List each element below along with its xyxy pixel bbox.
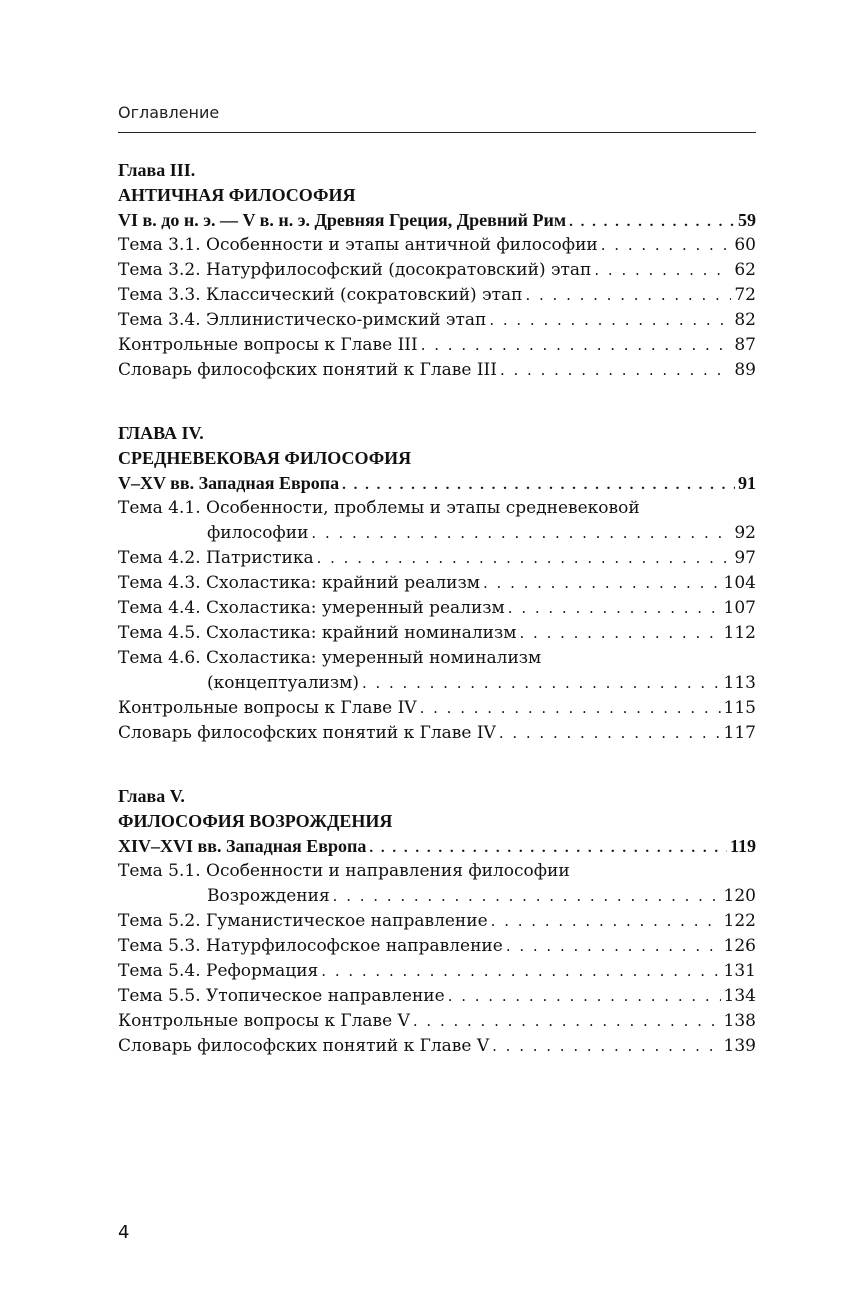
page-ref: 112	[723, 623, 756, 643]
dot-leader	[342, 473, 735, 498]
chapter-title: АНТИЧНАЯ ФИЛОСОФИЯ	[118, 185, 356, 205]
toc-entry-text: Тема 4.3. Схоластика: крайний реализм	[118, 573, 480, 593]
toc-entry-text: Тема 4.2. Патристика	[118, 548, 314, 568]
dot-leader	[520, 621, 721, 646]
toc-entry[interactable]	[118, 546, 756, 571]
toc-entry-text: Тема 5.3. Натурфилософское направление	[118, 936, 503, 956]
dot-leader	[491, 909, 721, 934]
toc-entry[interactable]	[118, 596, 756, 621]
dot-leader	[525, 283, 731, 308]
chapter-period: V–XV вв. Западная Европа	[118, 473, 340, 493]
toc-entry[interactable]	[118, 233, 756, 258]
dot-leader	[317, 546, 732, 571]
page-ref: 138	[723, 1011, 756, 1031]
toc-entry-text: Словарь философских понятий к Главе V	[118, 1036, 490, 1056]
dot-leader	[413, 1009, 721, 1034]
page-ref: 104	[723, 573, 756, 593]
dot-leader	[448, 984, 721, 1009]
dot-leader	[500, 358, 731, 383]
toc-entry-continuation: (концептуализм)	[207, 673, 359, 693]
chapter-period-entry[interactable]	[118, 834, 756, 859]
page-ref: 97	[734, 548, 756, 568]
toc-entry[interactable]	[118, 283, 756, 308]
toc-entry[interactable]	[118, 696, 756, 721]
toc-entry-text[interactable]: Тема 4.6. Схоластика: умеренный номинализм	[118, 648, 542, 668]
page-ref: 131	[723, 961, 756, 981]
dot-leader	[492, 1034, 720, 1059]
page-ref: 113	[723, 673, 756, 693]
toc-entry-text: Контрольные вопросы к Главе III	[118, 335, 418, 355]
toc-entry-text: Тема 5.5. Утопическое направление	[118, 986, 445, 1006]
toc-entry[interactable]	[118, 358, 756, 383]
dot-leader	[420, 696, 721, 721]
dot-leader	[369, 836, 727, 861]
page-ref: 139	[723, 1036, 756, 1056]
chapter-label: ГЛАВА IV.	[118, 423, 204, 443]
toc-entry-continuation: философии	[207, 523, 309, 543]
toc-entry[interactable]	[118, 984, 756, 1009]
toc-entry[interactable]	[118, 1034, 756, 1059]
chapter-title: СРЕДНЕВЕКОВАЯ ФИЛОСОФИЯ	[118, 448, 412, 468]
toc-entry[interactable]	[118, 571, 756, 596]
page-ref: 119	[729, 836, 756, 856]
toc-entry-text: Словарь философских понятий к Главе IV	[118, 723, 496, 743]
toc-entry-text: Тема 4.5. Схоластика: крайний номинализм	[118, 623, 517, 643]
page-ref: 117	[723, 723, 756, 743]
page-ref: 92	[734, 523, 756, 543]
dot-leader	[483, 571, 721, 596]
dot-leader	[569, 210, 735, 235]
chapter-section	[118, 421, 756, 746]
dot-leader	[499, 721, 721, 746]
chapter-period-entry[interactable]	[118, 471, 756, 496]
dot-leader	[506, 934, 721, 959]
toc-entry-continuation: Возрождения	[207, 886, 330, 906]
toc-entry[interactable]	[118, 521, 756, 546]
chapter-period-entry[interactable]	[118, 208, 756, 233]
chapter-section	[118, 158, 756, 383]
chapter-section	[118, 784, 756, 1059]
toc-entry-text: Тема 3.1. Особенности и этапы античной философии	[118, 235, 598, 255]
dot-leader	[311, 521, 731, 546]
dot-leader	[601, 233, 732, 258]
chapter-period: XIV–XVI вв. Западная Европа	[118, 836, 367, 856]
dot-leader	[508, 596, 721, 621]
running-head: Оглавление	[118, 103, 220, 122]
dot-leader	[421, 333, 732, 358]
page-ref: 62	[734, 260, 756, 280]
toc-entry-text[interactable]: Тема 4.1. Особенности, проблемы и этапы средневековой	[118, 498, 640, 518]
toc-entry-text: Словарь философских понятий к Главе III	[118, 360, 497, 380]
dot-leader	[489, 308, 731, 333]
page-ref: 126	[723, 936, 756, 956]
page-ref: 134	[723, 986, 756, 1006]
dot-leader	[594, 258, 731, 283]
dot-leader	[333, 884, 721, 909]
page-ref: 82	[734, 310, 756, 330]
toc-entry-text: Контрольные вопросы к Главе IV	[118, 698, 417, 718]
toc-entry[interactable]	[118, 909, 756, 934]
toc-entry[interactable]	[118, 959, 756, 984]
chapter-title: ФИЛОСОФИЯ ВОЗРОЖДЕНИЯ	[118, 811, 393, 831]
toc-entry-text: Тема 4.4. Схоластика: умеренный реализм	[118, 598, 505, 618]
toc-entry[interactable]	[118, 333, 756, 358]
toc-entry-text: Тема 3.2. Натурфилософский (досократовский) этап	[118, 260, 592, 280]
chapter-label: Глава III.	[118, 160, 196, 180]
header-rule	[118, 132, 756, 133]
page-number: 4	[118, 1222, 130, 1243]
page-ref: 120	[723, 886, 756, 906]
page-ref: 115	[723, 698, 756, 718]
toc-entry[interactable]	[118, 721, 756, 746]
toc-entry-text: Тема 3.3. Классический (сократовский) этап	[118, 285, 523, 305]
page-ref: 122	[723, 911, 756, 931]
toc-entry[interactable]	[118, 884, 756, 909]
toc-entry[interactable]	[118, 1009, 756, 1034]
toc-entry-text: Тема 5.4. Реформация	[118, 961, 319, 981]
toc-entry[interactable]	[118, 934, 756, 959]
dot-leader	[321, 959, 720, 984]
page-ref: 91	[738, 473, 756, 493]
toc-entry-text: Тема 3.4. Эллинистическо-римский этап	[118, 310, 487, 330]
page-ref: 107	[723, 598, 756, 618]
toc-entry-text[interactable]: Тема 5.1. Особенности и направления философии	[118, 861, 570, 881]
toc-entry[interactable]	[118, 621, 756, 646]
page-ref: 89	[734, 360, 756, 380]
table-of-contents	[118, 158, 756, 1059]
toc-entry-text: Контрольные вопросы к Главе V	[118, 1011, 410, 1031]
page-ref: 59	[738, 210, 756, 230]
toc-entry-text: Тема 5.2. Гуманистическое направление	[118, 911, 488, 931]
page-ref: 60	[734, 235, 756, 255]
chapter-label: Глава V.	[118, 786, 185, 806]
toc-entry[interactable]	[118, 671, 756, 696]
page-ref: 87	[734, 335, 756, 355]
dot-leader	[362, 671, 721, 696]
toc-entry[interactable]	[118, 308, 756, 333]
page-ref: 72	[734, 285, 756, 305]
chapter-period: VI в. до н. э. — V в. н. э. Древняя Греция, Древний Рим	[118, 210, 567, 230]
toc-entry[interactable]	[118, 258, 756, 283]
